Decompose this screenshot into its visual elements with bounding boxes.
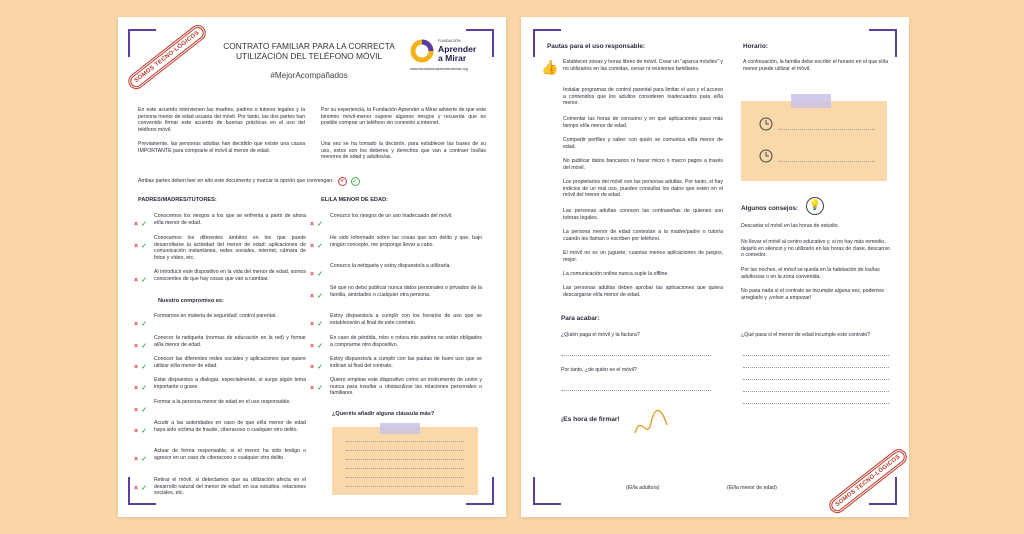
checklist-item bbox=[134, 356, 306, 369]
consejo-item: No llevar el móvil al centro educativo y, si no hay más remedio, dejarlo en silencio y no utilizarlo en las horas de clase, descanso o comedor. bbox=[741, 239, 890, 259]
checklist-item bbox=[134, 420, 306, 433]
check-mark-icon[interactable]: ✓ bbox=[317, 293, 323, 300]
checklist-item bbox=[134, 313, 306, 328]
x-mark-icon[interactable]: × bbox=[310, 364, 315, 371]
question-1: ¿Quién paga el móvil y la factura? bbox=[561, 332, 640, 338]
item-text: Conozco los riesgos de un uso inadecuado del móvil. bbox=[330, 213, 453, 219]
mark-options bbox=[310, 213, 330, 231]
clock-icon bbox=[759, 117, 773, 131]
pautas-title: Pautas para el uso responsable: bbox=[547, 43, 646, 50]
mark-options bbox=[134, 448, 154, 466]
pauta-item: Las personas adultas deben aprobar las aplicaciones que quiera descargarse el/la menor de edad. bbox=[563, 285, 723, 298]
answer-line-3[interactable] bbox=[743, 391, 889, 392]
item-text: Quiero emplear este dispositivo como un instrumento de unión y nunca para insultar u obstaculizar las relaciones personales o familiares. bbox=[330, 377, 482, 397]
check-mark-icon[interactable]: ✓ bbox=[141, 485, 147, 492]
x-mark-icon[interactable]: × bbox=[310, 243, 315, 250]
instruction-label: Ambas partes deben leer en alto este documento y marcar la opción que convengan: bbox=[138, 178, 334, 185]
signature-adult: (El/la adulto/a) bbox=[626, 485, 660, 491]
consejo-item: No pasa nada si el contrato se incumple alguna vez, podemos arreglarlo y ¡volver a empezar! bbox=[741, 288, 885, 301]
check-circle-icon: ✓ bbox=[352, 178, 358, 185]
mark-options bbox=[134, 269, 154, 287]
question-2: Por tanto, ¿de quién es el móvil? bbox=[561, 367, 637, 373]
item-text: Retirar el móvil, si detectamos que su utilización afecta en el desarrollo natural del menor de edad: en sus estudios, relaciones sociales, etc. bbox=[154, 477, 306, 497]
horario-title: Horario: bbox=[743, 43, 768, 50]
check-mark-icon[interactable]: ✓ bbox=[141, 364, 147, 371]
corner-bracket-top-left bbox=[128, 29, 156, 57]
check-mark-icon[interactable]: ✓ bbox=[141, 221, 147, 228]
mark-options bbox=[134, 399, 154, 417]
pauta-item: La comunicación online nunca suple la offline. bbox=[563, 271, 669, 277]
item-text: He sido informado sobre las cosas que son delito y que, bajo ningún concepto, me propongo llevar a cabo. bbox=[330, 235, 482, 248]
check-mark-icon[interactable]: ✓ bbox=[317, 385, 323, 392]
item-text: Conocer la netiqueta (normas de educación en la red) y formar al/la menor de edad. bbox=[154, 335, 306, 348]
schedule-line-2 bbox=[779, 161, 875, 162]
x-circle-icon: × bbox=[338, 177, 347, 186]
mark-options bbox=[134, 235, 154, 253]
checklist-item bbox=[134, 269, 306, 282]
x-mark-icon[interactable]: × bbox=[134, 221, 139, 228]
checklist-item bbox=[134, 377, 306, 390]
pauta-item: Instalar programas de control parental para limitar el uso y el acceso a contenidos que los adultos consideren inadecuados para el/la menor. bbox=[563, 87, 723, 107]
intro-left-1: En este acuerdo intervienen las madres, padres o tutores legales y la persona menor de edad usuaria del móvil. Por tanto, las dos partes han convenido firmar este acuerdo de buenas prácticas en el uso del teléfono móvil. bbox=[138, 107, 305, 133]
x-mark-icon[interactable]: × bbox=[134, 407, 139, 414]
hashtag: #MejorAcompañados bbox=[270, 71, 348, 80]
tecno-logicos-stamp: SOMOS TECNO-LÓGICOS bbox=[829, 448, 908, 513]
checklist-item bbox=[134, 477, 306, 497]
x-mark-icon[interactable]: × bbox=[134, 321, 139, 328]
contract-page-1 bbox=[118, 17, 506, 517]
instruction-text bbox=[138, 177, 428, 186]
mark-options bbox=[134, 420, 154, 438]
checklist-item bbox=[134, 235, 306, 261]
answer-line-3[interactable] bbox=[743, 355, 889, 356]
checklist-item bbox=[310, 285, 482, 298]
consejos-title: Algunos consejos: bbox=[741, 205, 799, 212]
item-text: Estoy dispuesto/a a cumplir con los horarios de uso que se establecerán al final de este contrato. bbox=[330, 313, 482, 326]
consejo-item: Descartar el móvil en las horas de estudio. bbox=[741, 223, 840, 229]
checklist-item bbox=[310, 335, 482, 348]
x-mark-icon[interactable]: × bbox=[134, 428, 139, 435]
mark-options bbox=[134, 335, 154, 353]
item-text: Conocemos los diferentes ámbitos en los que puede desarrollarse la actividad del menor de edad: aplicaciones de comunicación instantánea, redes sociales, internet, cámara de fotos y vídeo, etc. bbox=[154, 235, 306, 261]
x-mark-icon[interactable]: × bbox=[134, 277, 139, 284]
check-mark-icon[interactable]: ✓ bbox=[141, 385, 147, 392]
x-mark-icon[interactable]: × bbox=[310, 293, 315, 300]
answer-line-3[interactable] bbox=[743, 403, 889, 404]
logo-name-2: a Mirar bbox=[438, 53, 467, 63]
x-mark-icon[interactable]: × bbox=[310, 271, 315, 278]
pauta-item: Comentar las horas de consumo y en qué aplicaciones pasa más tiempo el/la menor de edad. bbox=[563, 116, 723, 129]
consejo-item: Por las noches, el móvil se queda en la habitación de los/las adultos/as o en la zona convenida. bbox=[741, 267, 880, 280]
contract-page-2 bbox=[521, 17, 909, 517]
note-line bbox=[346, 450, 464, 451]
item-text: Conocemos los riesgos a los que se enfrenta a partir de ahora el/la menor de edad. bbox=[154, 213, 306, 226]
schedule-box[interactable] bbox=[741, 101, 887, 181]
intro-right-1: Por su experiencia, la Fundación Aprender a Mirar advierte de que este binomio móvil-menor supone algunos riesgos y recuerda que es posible comprar un teléfono sin conexión a internet. bbox=[321, 107, 486, 127]
x-mark-icon[interactable]: × bbox=[134, 364, 139, 371]
logo-name-1: Aprender bbox=[438, 44, 477, 54]
checklist-item bbox=[310, 356, 482, 369]
item-text: Estoy dispuesto/a a cumplir con las pautas de buen uso que se indican al final del contrato. bbox=[330, 356, 482, 369]
note-line bbox=[346, 486, 464, 487]
check-mark-icon[interactable]: ✓ bbox=[141, 407, 147, 414]
logo-ring-icon bbox=[410, 39, 434, 63]
x-mark-icon[interactable]: × bbox=[134, 343, 139, 350]
question-3: ¿Qué pasa si el menor de edad incumple este contrato? bbox=[741, 332, 871, 338]
firmar-label: ¡Es hora de firmar! bbox=[561, 416, 620, 423]
note-line bbox=[346, 459, 464, 460]
pauta-item: Establecer zonas y horas libres de móvil. Crear un "aparca móviles" y no utilizarlos en las comidas, cenas ni reuniones familiares. bbox=[563, 59, 723, 72]
intro-right-2: Una vez se ha tomado la decisión, para establecer las bases de su uso, estos son los deberes y derechos que van a contraer los/las menores de edad y adultos/as. bbox=[321, 141, 486, 161]
check-mark-icon[interactable]: ✓ bbox=[141, 343, 147, 350]
checklist-item bbox=[134, 399, 306, 414]
pauta-item: Los propietarios del móvil son las personas adultas. Por tanto, si hay indicios de un mal uso, pueden consultar los datos que estén en el móvil del menor de edad. bbox=[563, 179, 723, 199]
mark-options bbox=[134, 213, 154, 231]
item-text: Sé que no debo publicar nunca datos personales o privados de la familia, amistades o cualquier otra persona. bbox=[330, 285, 482, 298]
mark-options bbox=[134, 477, 154, 495]
horario-text: A continuación, la familia debe escribir el horario en el que el/la menor puede utilizar el móvil. bbox=[743, 59, 889, 72]
x-mark-icon[interactable]: × bbox=[134, 385, 139, 392]
checklist-item bbox=[310, 235, 482, 248]
logo-url: www.fundacionaprenderamirar.org bbox=[410, 67, 468, 71]
item-text: Conocer las diferentes redes sociales y aplicaciones que quiere utilizar el/la menor de edad. bbox=[154, 356, 306, 369]
mark-options bbox=[310, 285, 330, 303]
x-mark-icon[interactable]: × bbox=[310, 343, 315, 350]
answer-line-3[interactable] bbox=[743, 367, 889, 368]
answer-line-1[interactable] bbox=[561, 355, 711, 356]
checklist-item bbox=[134, 213, 306, 226]
acabar-title: Para acabar: bbox=[561, 315, 600, 322]
answer-line-2[interactable] bbox=[561, 390, 711, 391]
title-line-2: UTILIZACIÓN DEL TELÉFONO MÓVIL bbox=[235, 51, 383, 61]
check-mark-icon[interactable]: ✓ bbox=[317, 364, 323, 371]
x-mark-icon[interactable]: × bbox=[310, 321, 315, 328]
x-mark-icon[interactable]: × bbox=[310, 385, 315, 392]
signature-minor: (El/la menor de edad) bbox=[727, 485, 777, 491]
item-text: Formarnos en materia de seguridad: control parental. bbox=[154, 313, 277, 319]
check-mark-icon[interactable]: ✓ bbox=[317, 243, 323, 250]
check-mark-icon[interactable]: ✓ bbox=[141, 321, 147, 328]
intro-left-2: Previamente, las personas adultas han decidido que existe una causa IMPORTANTE para comprarle el móvil al menor de edad. bbox=[138, 141, 305, 154]
foundation-logo bbox=[410, 39, 490, 85]
x-mark-icon[interactable]: × bbox=[134, 243, 139, 250]
checklist-item bbox=[310, 377, 482, 397]
logo-small-text: FUNDACIÓN bbox=[438, 39, 461, 43]
mark-options bbox=[134, 377, 154, 395]
item-text: Conozco la netiqueta y estoy dispuesto/a a utilizarla. bbox=[330, 263, 451, 269]
compromiso-label: Nuestro compromiso es: bbox=[158, 298, 224, 304]
item-text: Acudir a las autoridades en caso de que el/la menor de edad haya sido víctima de fraude, ciberacoso o cualquier otro delito. bbox=[154, 420, 306, 433]
mark-options bbox=[310, 377, 330, 395]
x-mark-icon[interactable]: × bbox=[134, 485, 139, 492]
check-mark-icon[interactable]: ✓ bbox=[141, 243, 147, 250]
check-mark-icon[interactable]: ✓ bbox=[141, 456, 147, 463]
signature-squiggle bbox=[631, 403, 671, 443]
answer-line-3[interactable] bbox=[743, 379, 889, 380]
col-right-header: EL/LA MENOR DE EDAD: bbox=[321, 197, 388, 203]
check-mark-icon[interactable]: ✓ bbox=[317, 271, 323, 278]
tape-decoration bbox=[791, 94, 831, 108]
question-label: ¿Queréis añadir alguna cláusula más? bbox=[332, 411, 435, 417]
checklist-item bbox=[310, 213, 482, 228]
item-text: Actuar de forma responsable, si el menor ha sido testigo o agresor en un caso de ciberacoso o cualquier otro delito. bbox=[154, 448, 306, 461]
corner-bracket-bottom-left bbox=[533, 477, 561, 505]
item-text: Estar dispuestos a dialogar, especialmente, si surge algún tema importante o grave. bbox=[154, 377, 306, 390]
item-text: Formar a la persona menor de edad en el uso responsable. bbox=[154, 399, 291, 405]
item-text: Al introducir este dispositivo en la vida del menor de edad, somos conscientes de que hay cosas que van a cambiar. bbox=[154, 269, 306, 282]
note-line bbox=[346, 441, 464, 442]
note-line bbox=[346, 468, 464, 469]
check-mark-icon[interactable]: ✓ bbox=[317, 321, 323, 328]
mark-options bbox=[310, 235, 330, 253]
checklist-item bbox=[310, 263, 482, 278]
checklist-item bbox=[310, 313, 482, 326]
mark-options bbox=[310, 263, 330, 281]
pauta-item: El móvil no es un juguete, cuantas menos aplicaciones de juegos, mejor. bbox=[563, 250, 723, 263]
x-mark-icon[interactable]: × bbox=[134, 456, 139, 463]
clock-icon bbox=[759, 149, 773, 163]
pauta-item: No publicar datos bancarios ni hacer micro o macro pagos a través del móvil. bbox=[563, 158, 723, 171]
pauta-item: La persona menor de edad contestan a la madre/padre o tutor/a cuando les llaman o escriben por teléfono. bbox=[563, 229, 723, 242]
notes-box[interactable] bbox=[332, 427, 478, 495]
check-mark-icon[interactable]: ✓ bbox=[141, 277, 147, 284]
checklist-item bbox=[134, 335, 306, 348]
pauta-item: Las personas adultas conocen las contraseñas de quienes son tutoras legales. bbox=[563, 208, 723, 221]
thumbs-up-icon: 👍 bbox=[541, 59, 559, 75]
check-mark-icon[interactable]: ✓ bbox=[317, 221, 323, 228]
check-mark-icon[interactable]: ✓ bbox=[317, 343, 323, 350]
schedule-line-1 bbox=[779, 129, 875, 130]
corner-bracket-top-right bbox=[869, 29, 897, 57]
pauta-item: Compartir perfiles y saber con quién se comunica el/la menor de edad. bbox=[563, 137, 723, 150]
mark-options bbox=[134, 356, 154, 374]
note-line bbox=[346, 477, 464, 478]
tape-decoration bbox=[380, 423, 420, 434]
title-line-1: CONTRATO FAMILIAR PARA LA CORRECTA bbox=[223, 41, 395, 51]
tecno-logicos-stamp: SOMOS TECNO-LÓGICOS bbox=[128, 24, 207, 89]
mark-options bbox=[310, 335, 330, 353]
mark-options bbox=[310, 313, 330, 331]
item-text: En caso de pérdida, robo o rotura mis padres no están obligados a comprarme otro dispositivo. bbox=[330, 335, 482, 348]
document-title bbox=[214, 41, 404, 61]
mark-options bbox=[310, 356, 330, 374]
checklist-item bbox=[134, 448, 306, 461]
col-left-header: PADRES/MADRES/TUTORES: bbox=[138, 197, 217, 203]
mark-options bbox=[134, 313, 154, 331]
check-mark-icon[interactable]: ✓ bbox=[141, 428, 147, 435]
x-mark-icon[interactable]: × bbox=[310, 221, 315, 228]
lightbulb-icon: 💡 bbox=[806, 197, 824, 215]
